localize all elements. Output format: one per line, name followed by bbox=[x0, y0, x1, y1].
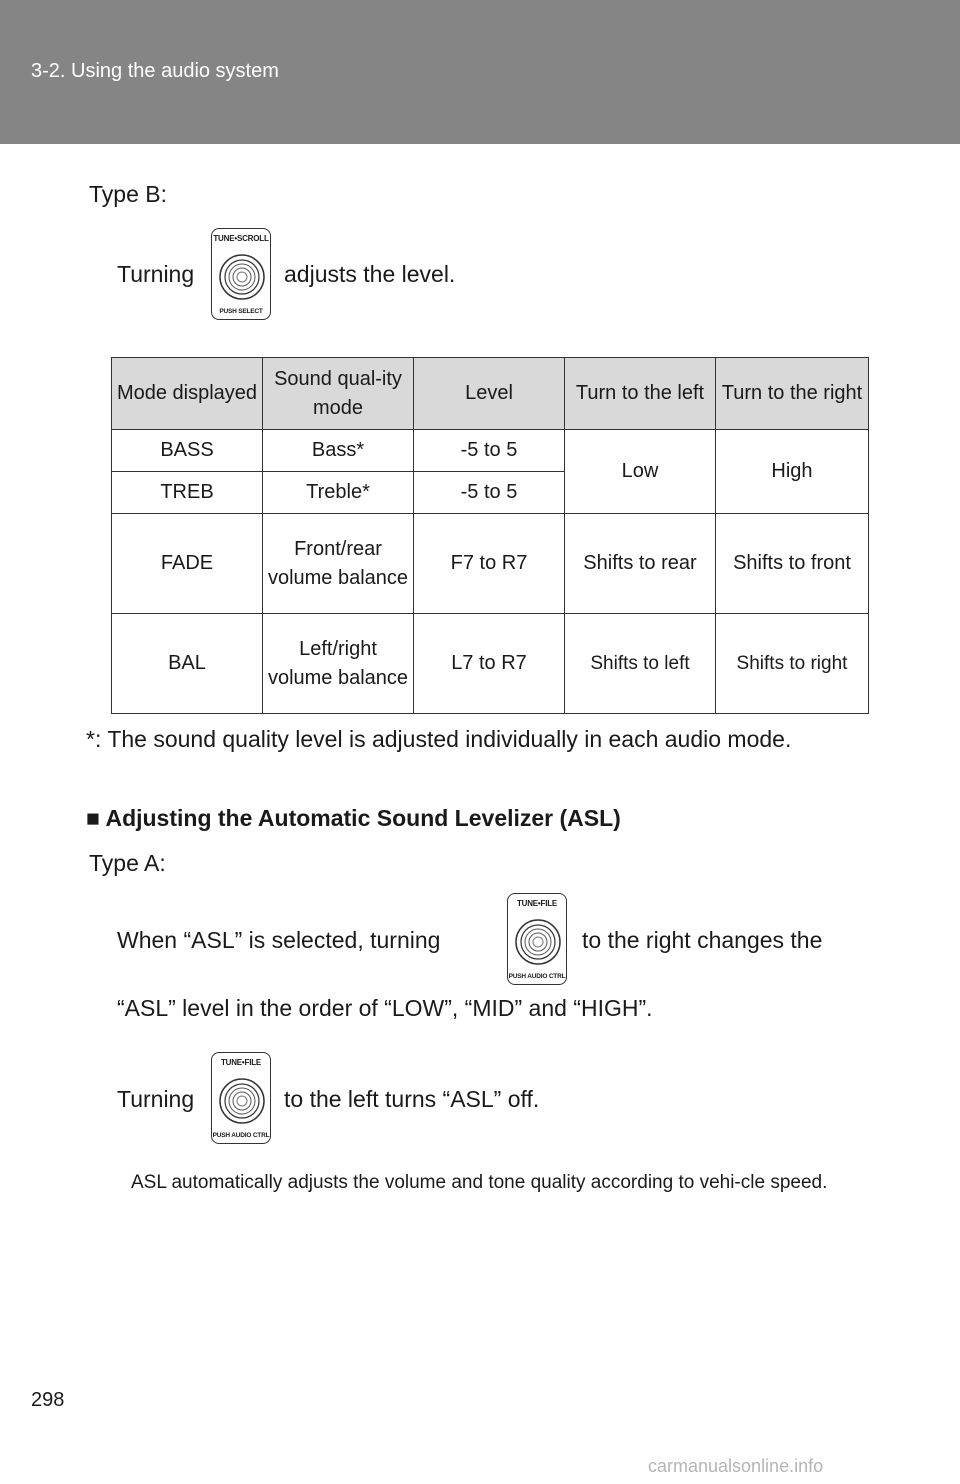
knob-bottom-label: PUSH AUDIO CTRL bbox=[212, 1132, 270, 1139]
tune-file-knob-icon bbox=[211, 1052, 271, 1144]
knob-bottom-label: PUSH SELECT bbox=[219, 308, 263, 315]
footnote: *: The sound quality level is adjusted individually in each audio mode. bbox=[86, 726, 792, 752]
section-bullet: ■ bbox=[86, 805, 100, 831]
tune-scroll-knob-icon bbox=[211, 228, 271, 320]
knob-top-label: TUNE•SCROLL bbox=[213, 234, 269, 243]
header-mode: Mode displayed bbox=[112, 358, 263, 430]
cell-mode: BAL bbox=[112, 614, 263, 714]
asl-section-title bbox=[86, 805, 621, 832]
cell-level: F7 to R7 bbox=[414, 514, 565, 614]
table-row bbox=[112, 430, 869, 472]
cell-right: Shifts to front bbox=[716, 514, 869, 614]
cell-right: High bbox=[716, 430, 869, 514]
header-bar bbox=[0, 0, 960, 144]
table-row bbox=[112, 514, 869, 614]
asl-line1a: When “ASL” is selected, turning bbox=[117, 927, 441, 953]
cell-quality: Left/right volume balance bbox=[263, 614, 414, 714]
header-level: Level bbox=[414, 358, 565, 430]
asl-line3a: Turning bbox=[117, 1086, 195, 1112]
asl-line3b: to the left turns “ASL” off. bbox=[284, 1086, 540, 1112]
table-row bbox=[112, 614, 869, 714]
header-right: Turn to the right bbox=[716, 358, 869, 430]
watermark: carmanualsonline.info bbox=[648, 1456, 824, 1476]
page-number: 298 bbox=[31, 1389, 65, 1411]
asl-title-text: Adjusting the Automatic Sound Levelizer (ASL) bbox=[105, 805, 621, 831]
cell-quality: Treble* bbox=[263, 472, 414, 514]
cell-left: Shifts to rear bbox=[565, 514, 716, 614]
knob-bottom-label: PUSH AUDIO CTRL bbox=[508, 973, 566, 980]
cell-level: -5 to 5 bbox=[414, 472, 565, 514]
cell-quality: Bass* bbox=[263, 430, 414, 472]
asl-line2: “ASL” level in the order of “LOW”, “MID” and “HIGH”. bbox=[117, 995, 653, 1021]
cell-level: L7 to R7 bbox=[414, 614, 565, 714]
cell-left: Shifts to left bbox=[565, 614, 716, 714]
cell-left: Low bbox=[565, 430, 716, 514]
cell-level: -5 to 5 bbox=[414, 430, 565, 472]
cell-mode: FADE bbox=[112, 514, 263, 614]
knob-top-label: TUNE•FILE bbox=[516, 899, 558, 908]
cell-mode: TREB bbox=[112, 472, 263, 514]
turning-label: Turning bbox=[117, 261, 195, 287]
table-header-row bbox=[112, 358, 869, 430]
tune-file-knob-icon bbox=[507, 893, 567, 985]
cell-mode: BASS bbox=[112, 430, 263, 472]
asl-line1b: to the right changes the bbox=[582, 927, 823, 953]
type-a-heading: Type A: bbox=[89, 850, 166, 876]
sound-settings-table bbox=[111, 357, 869, 714]
header-quality: Sound qual-ity mode bbox=[263, 358, 414, 430]
cell-right: Shifts to right bbox=[716, 614, 869, 714]
cell-quality: Front/rear volume balance bbox=[263, 514, 414, 614]
asl-note: ASL automatically adjusts the volume and tone quality according to vehi-cle speed. bbox=[131, 1172, 828, 1193]
type-b-heading: Type B: bbox=[89, 181, 167, 207]
knob-top-label: TUNE•FILE bbox=[220, 1058, 262, 1067]
adjusts-text: adjusts the level. bbox=[284, 261, 456, 287]
header-left: Turn to the left bbox=[565, 358, 716, 430]
section-title: 3-2. Using the audio system bbox=[31, 60, 279, 82]
